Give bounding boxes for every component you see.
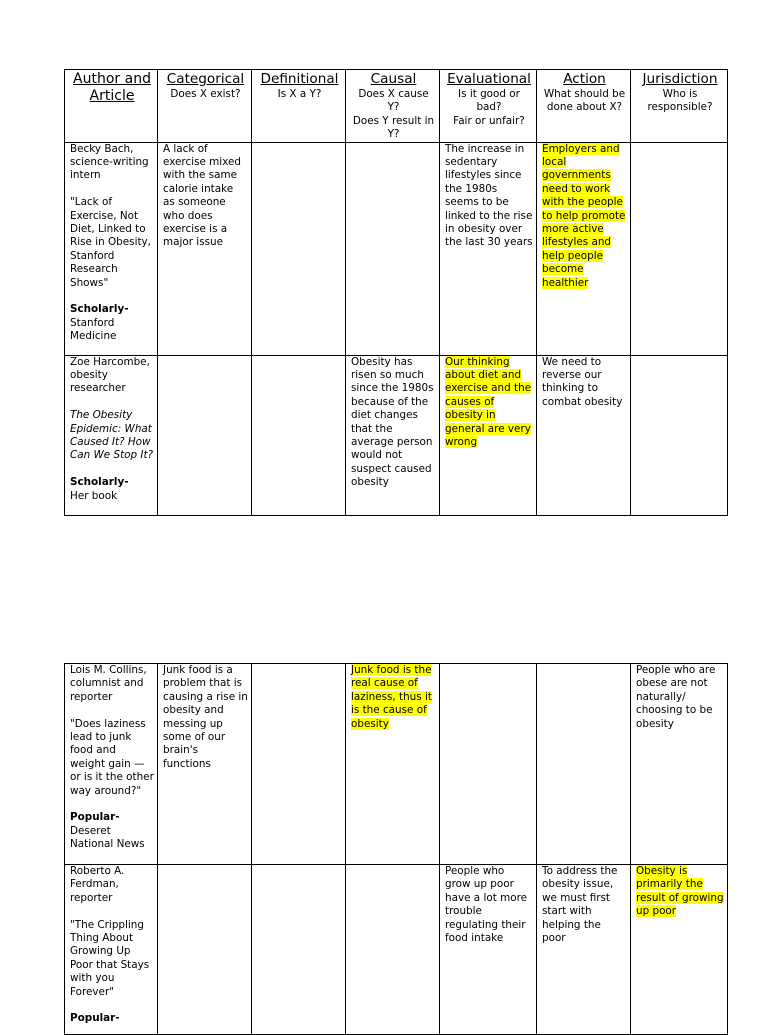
header-definitional-question: Is X a Y? xyxy=(277,88,322,100)
author-cell xyxy=(65,865,158,1035)
author-name: Roberto A. Ferdman, reporter xyxy=(70,865,125,904)
causal-cell xyxy=(346,355,440,515)
jurisdiction-text-highlighted: Obesity is primarily the result of growing up poor xyxy=(636,865,724,918)
evaluational-cell xyxy=(440,865,537,1035)
definitional-cell xyxy=(252,664,346,865)
header-action-question: What should be done about X? xyxy=(543,88,626,114)
header-evaluational-title: Evaluational xyxy=(447,71,531,87)
table-row xyxy=(65,355,728,515)
header-author xyxy=(65,70,158,143)
action-cell xyxy=(537,142,631,355)
jurisdiction-cell xyxy=(631,142,728,355)
definitional-cell xyxy=(252,355,346,515)
header-evaluational-question: Is it good or bad? xyxy=(458,88,520,114)
source-type: Popular- xyxy=(70,811,120,824)
source-type: Scholarly- xyxy=(70,303,129,316)
header-evaluational-question-2: Fair or unfair? xyxy=(453,114,525,127)
causal-text: Obesity has risen so much since the 1980s because of the diet changes that the average person would not suspect caused obesity xyxy=(351,355,434,489)
evaluational-text-highlighted: Our thinking about diet and exercise and the causes of obesity in general are very wrong xyxy=(445,355,532,449)
definitional-cell xyxy=(252,865,346,1035)
author-cell xyxy=(65,142,158,355)
header-action xyxy=(537,70,631,143)
categorical-text: A lack of exercise mixed with the same calorie intake as someone who does exercise is a major issue xyxy=(163,142,242,249)
jurisdiction-cell xyxy=(631,355,728,515)
article-title: "Lack of Exercise, Not Diet, Linked to Rise in Obesity, Stanford Research Shows" xyxy=(70,196,151,289)
header-jurisdiction-question: Who is responsible? xyxy=(647,88,713,114)
header-jurisdiction xyxy=(631,70,728,143)
header-causal-question: Does X cause Y? xyxy=(358,88,429,114)
author-name: Becky Bach, science-writing intern xyxy=(70,142,149,182)
source-type: Scholarly- xyxy=(70,476,129,489)
categorical-cell xyxy=(158,865,252,1035)
article-title: "The Crippling Thing About Growing Up Poor that Stays with you Forever" xyxy=(70,918,150,998)
causal-text-highlighted: Junk food is the real cause of laziness, thus it is the cause of obesity xyxy=(351,664,432,730)
evaluational-text: The increase in sedentary lifestyles since the 1980s seems to be linked to the rise in obesity over the last 30 years xyxy=(445,142,533,249)
action-text: We need to reverse our thinking to combat obesity xyxy=(542,355,623,408)
evaluational-cell xyxy=(440,664,537,865)
categorical-cell xyxy=(158,355,252,515)
article-title: "Does laziness lead to junk food and weight gain — or is it the other way around?" xyxy=(70,717,154,797)
header-evaluational xyxy=(440,70,537,143)
table-row xyxy=(65,142,728,355)
jurisdiction-cell xyxy=(631,664,728,865)
author-cell xyxy=(65,355,158,515)
header-categorical-title: Categorical xyxy=(166,71,245,87)
categorical-cell xyxy=(158,664,252,865)
header-causal-title: Causal xyxy=(370,71,417,87)
header-causal xyxy=(346,70,440,143)
author-name: Zoe Harcombe, obesity researcher xyxy=(70,355,150,395)
header-definitional xyxy=(252,70,346,143)
categorical-cell xyxy=(158,142,252,355)
header-author-title: Author and Article xyxy=(73,71,151,104)
author-name: Lois M. Collins, columnist and reporter xyxy=(70,664,147,703)
source-name: Deseret National News xyxy=(70,824,145,851)
evaluational-text: People who grow up poor have a lot more trouble regulating their food intake xyxy=(445,865,528,945)
header-causal-question-2: Does Y result in Y? xyxy=(352,114,435,141)
causal-cell xyxy=(346,865,440,1035)
categorical-text: Junk food is a problem that is causing a rise in obesity and messing up some of our brain's functions xyxy=(163,664,248,770)
header-action-title: Action xyxy=(563,71,606,87)
causal-cell xyxy=(346,142,440,355)
evaluational-cell xyxy=(440,355,537,515)
source-name: Stanford Medicine xyxy=(70,316,117,343)
header-categorical-question: Does X exist? xyxy=(170,88,241,100)
header-jurisdiction-title: Jurisdiction xyxy=(642,71,718,87)
header-categorical xyxy=(158,70,252,143)
argument-table-bottom xyxy=(64,663,728,1035)
action-text: To address the obesity issue, we must first start with helping the poor xyxy=(542,865,618,945)
author-cell xyxy=(65,664,158,865)
action-cell xyxy=(537,664,631,865)
table-row xyxy=(65,664,728,865)
definitional-cell xyxy=(252,142,346,355)
source-name: Her book xyxy=(70,489,118,502)
jurisdiction-text: People who are obese are not naturally/ choosing to be obesity xyxy=(636,664,716,730)
argument-table-top xyxy=(64,69,728,516)
source-type: Popular- xyxy=(70,1012,120,1025)
action-text-highlighted: Employers and local governments need to work with the people to help promote more active lifestyles and help people become healthier xyxy=(542,142,626,289)
action-cell xyxy=(537,865,631,1035)
action-cell xyxy=(537,355,631,515)
header-definitional-title: Definitional xyxy=(260,71,339,87)
causal-cell xyxy=(346,664,440,865)
jurisdiction-cell xyxy=(631,865,728,1035)
article-title: The Obesity Epidemic: What Caused It? How Can We Stop It? xyxy=(70,409,154,462)
table-row xyxy=(65,865,728,1035)
evaluational-cell xyxy=(440,142,537,355)
header-row xyxy=(65,70,728,143)
